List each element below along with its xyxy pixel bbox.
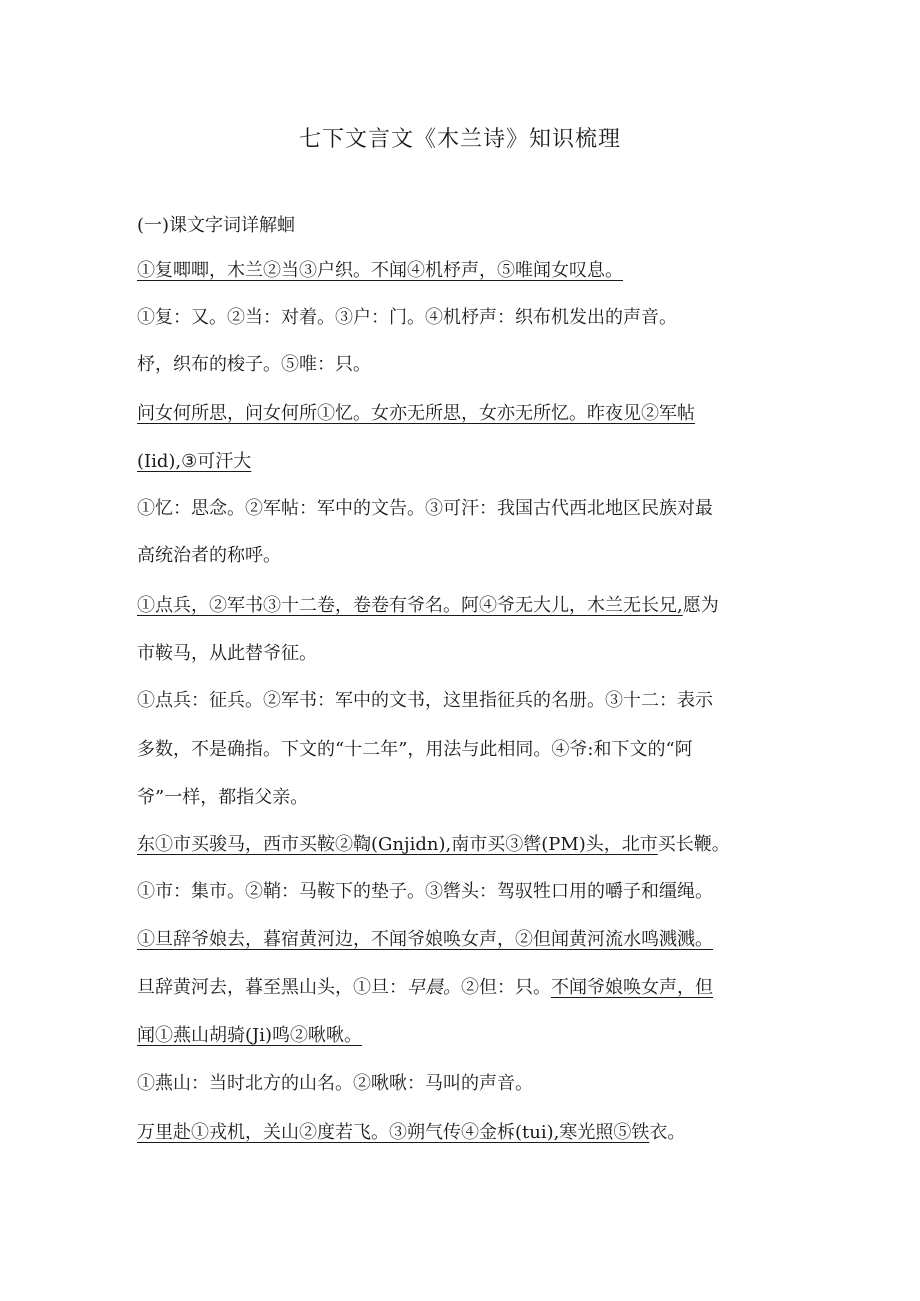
text-line: 高统治者的称呼。 — [137, 545, 281, 566]
original-text: 不闻爷娘唤女声，但 — [551, 977, 713, 998]
text-line: 多数，不是确指。下文的“十二年”，用法与此相同。④爷:和下文的“阿 — [137, 739, 693, 760]
text-line — [137, 833, 797, 857]
original-text: ①复唧唧，木兰②当③户织。不闻④机杼声，⑤唯闻女叹息。 — [137, 260, 623, 281]
text-line — [137, 594, 797, 618]
text-line — [137, 259, 797, 283]
text-line: 市鞍马，从此替爷征。 — [137, 643, 317, 664]
text-line — [137, 976, 797, 1000]
page-title: 七下文言文《木兰诗》知识梳理 — [298, 127, 621, 152]
section-heading: (一)课文字词详解蛔 — [137, 215, 296, 236]
original-text: (Iid),③可汗大 — [137, 451, 252, 472]
text-line — [137, 1024, 797, 1048]
text-line — [137, 928, 797, 952]
original-text: 万里赴①戎机，关山②度若飞。③朔气传④金柝(tui),寒光照⑤铁 — [137, 1122, 650, 1143]
text-line: ①燕山：当时北方的山名。②啾啾：马叫的声音。 — [137, 1073, 533, 1094]
original-text: 问女何所思，问女何所①忆。女亦无所思，女亦无所忆。昨夜见②军帖 — [137, 403, 695, 424]
text-line: 杼，织布的梭子。⑤唯：只。 — [137, 354, 371, 375]
original-text: ①旦辞爷娘去，暮宿黄河边，不闻爷娘唤女声，②但闻黄河流水鸣溅溅。 — [137, 929, 713, 950]
original-text: 东①市买骏马，西市买鞍②鞫(Gnjidn),南市买③辔(PM)头，北市 — [137, 834, 658, 855]
plain-text: 衣。 — [649, 1122, 686, 1143]
text-line: ①市：集市。②鞘：马鞍下的垫子。③辔头：驾驭牲口用的嚼子和缰绳。 — [137, 881, 713, 902]
plain-text: 买长鞭。 — [657, 834, 730, 855]
plain-text: 旦辞黄河去，暮至黑山头，①旦： — [137, 977, 407, 998]
text-line — [137, 402, 797, 426]
italic-text: 早晨。 — [407, 977, 461, 998]
text-line: 爷”一样，都指父亲。 — [137, 787, 309, 808]
text-line: ①复：又。②当：对着。③户：门。④机杼声：织布机发出的声音。 — [137, 307, 677, 328]
text-line: ①点兵：征兵。②军书：军中的文书，这里指征兵的名册。③十二：表示 — [137, 690, 713, 711]
original-text: 闻①燕山胡骑(Ji)鸣②啾啾。 — [137, 1025, 363, 1046]
original-text: ①点兵，②军书③十二卷，卷卷有爷名。阿④爷无大儿，木兰无长兄, — [137, 595, 683, 616]
text-line — [137, 450, 797, 474]
plain-text: ②但：只。 — [461, 977, 551, 998]
plain-text: 愿为 — [682, 595, 719, 616]
text-line: ①忆：思念。②军帖：军中的文告。③可汗：我国古代西北地区民族对最 — [137, 498, 713, 519]
text-line — [137, 1121, 797, 1145]
